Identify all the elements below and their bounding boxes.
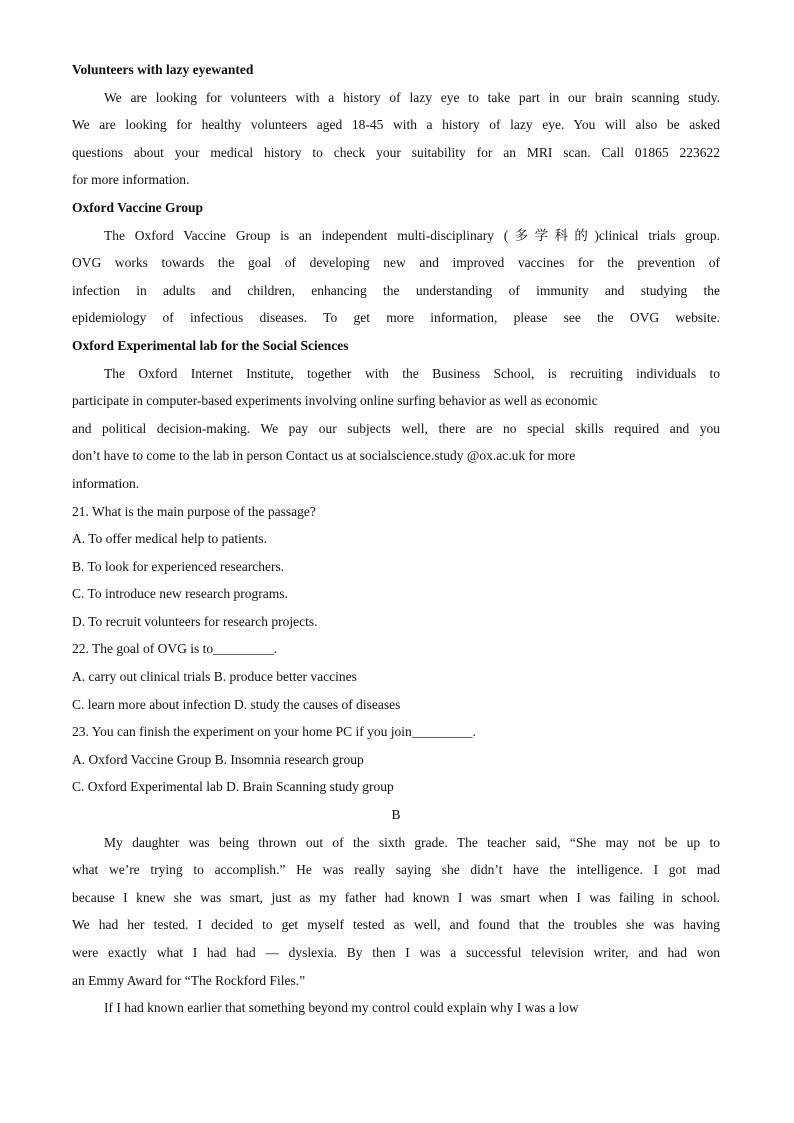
question-21-option-b: B. To look for experienced researchers. — [72, 558, 285, 574]
text-line: My daughter was being thrown out of the sixth grade. The teacher said, “She may not be up to — [104, 834, 720, 850]
question-21-stem: 21. What is the main purpose of the passage? — [72, 503, 316, 519]
text-line: The Oxford Internet Institute, together with the Business School, is recruiting individuals to — [104, 365, 720, 381]
ad-title-vaccine-group: Oxford Vaccine Group — [72, 199, 204, 215]
question-21-option-d: D. To recruit volunteers for research projects. — [72, 613, 318, 629]
text-line: OVG works towards the goal of developing new and improved vaccines for the prevention of — [72, 255, 720, 271]
text-line: an Emmy Award for “The Rockford Files.” — [72, 972, 306, 988]
question-21-option-c: C. To introduce new research programs. — [72, 586, 288, 602]
ad-title-lazy-eye: Volunteers with lazy eyewanted — [72, 62, 254, 77]
text-line: The Oxford Vaccine Group is an independent multi-disciplinary (多学科的)clinical trials group. — [104, 227, 720, 243]
text-line: We had her tested. I decided to get myself tested as well, and found that the troubles she was having — [72, 917, 720, 933]
text-line: epidemiology of infectious diseases. To get more information, please see the OVG website. — [72, 310, 720, 326]
text-line: and political decision-making. We pay our subjects well, there are no special skills required and you — [72, 420, 720, 436]
document-page — [72, 56, 720, 1022]
section-b-label: B — [391, 807, 401, 823]
question-22-options-cd: C. learn more about infection D. study the causes of diseases — [72, 696, 401, 712]
text-line: infection in adults and children, enhancing the understanding of immunity and studying the — [72, 282, 720, 298]
text-line: don’t have to come to the lab in person Contact us at socialscience.study @ox.ac.uk for more — [72, 448, 576, 464]
text-line: questions about your medical history to check your suitability for an MRI scan. Call 01865 223622 — [72, 144, 720, 160]
question-23-options-ab: A. Oxford Vaccine Group B. Insomnia research group — [72, 751, 364, 767]
text-line: were exactly what I had had — dyslexia. By then I was a successful television writer, and had won — [72, 945, 720, 960]
text-line: participate in computer-based experiments involving online surfing behavior as well as economic — [72, 393, 598, 409]
text-line: We are looking for healthy volunteers aged 18-45 with a history of lazy eye. You will also be asked — [72, 117, 720, 133]
text-line: We are looking for volunteers with a history of lazy eye to take part in our brain scanning study. — [104, 89, 720, 105]
text-line: because I knew she was smart, just as my father had known I was smart when I was failing in school. — [72, 889, 720, 905]
text-line: what we’re trying to accomplish.” He was really saying she didn’t have the intelligence. I got mad — [72, 862, 720, 878]
question-23-stem: 23. You can finish the experiment on your home PC if you join_________. — [72, 724, 476, 740]
question-21-option-a: A. To offer medical help to patients. — [72, 531, 268, 547]
text-line: for more information. — [72, 172, 190, 188]
text-line: If I had known earlier that something beyond my control could explain why I was a low — [104, 1000, 579, 1016]
question-23-options-cd: C. Oxford Experimental lab D. Brain Scanning study group — [72, 779, 394, 795]
text-line: information. — [72, 475, 140, 491]
question-22-stem: 22. The goal of OVG is to_________. — [72, 641, 278, 657]
question-22-options-ab: A. carry out clinical trials B. produce better vaccines — [72, 669, 357, 685]
ad-title-experimental-lab: Oxford Experimental lab for the Social Sciences — [72, 337, 349, 353]
